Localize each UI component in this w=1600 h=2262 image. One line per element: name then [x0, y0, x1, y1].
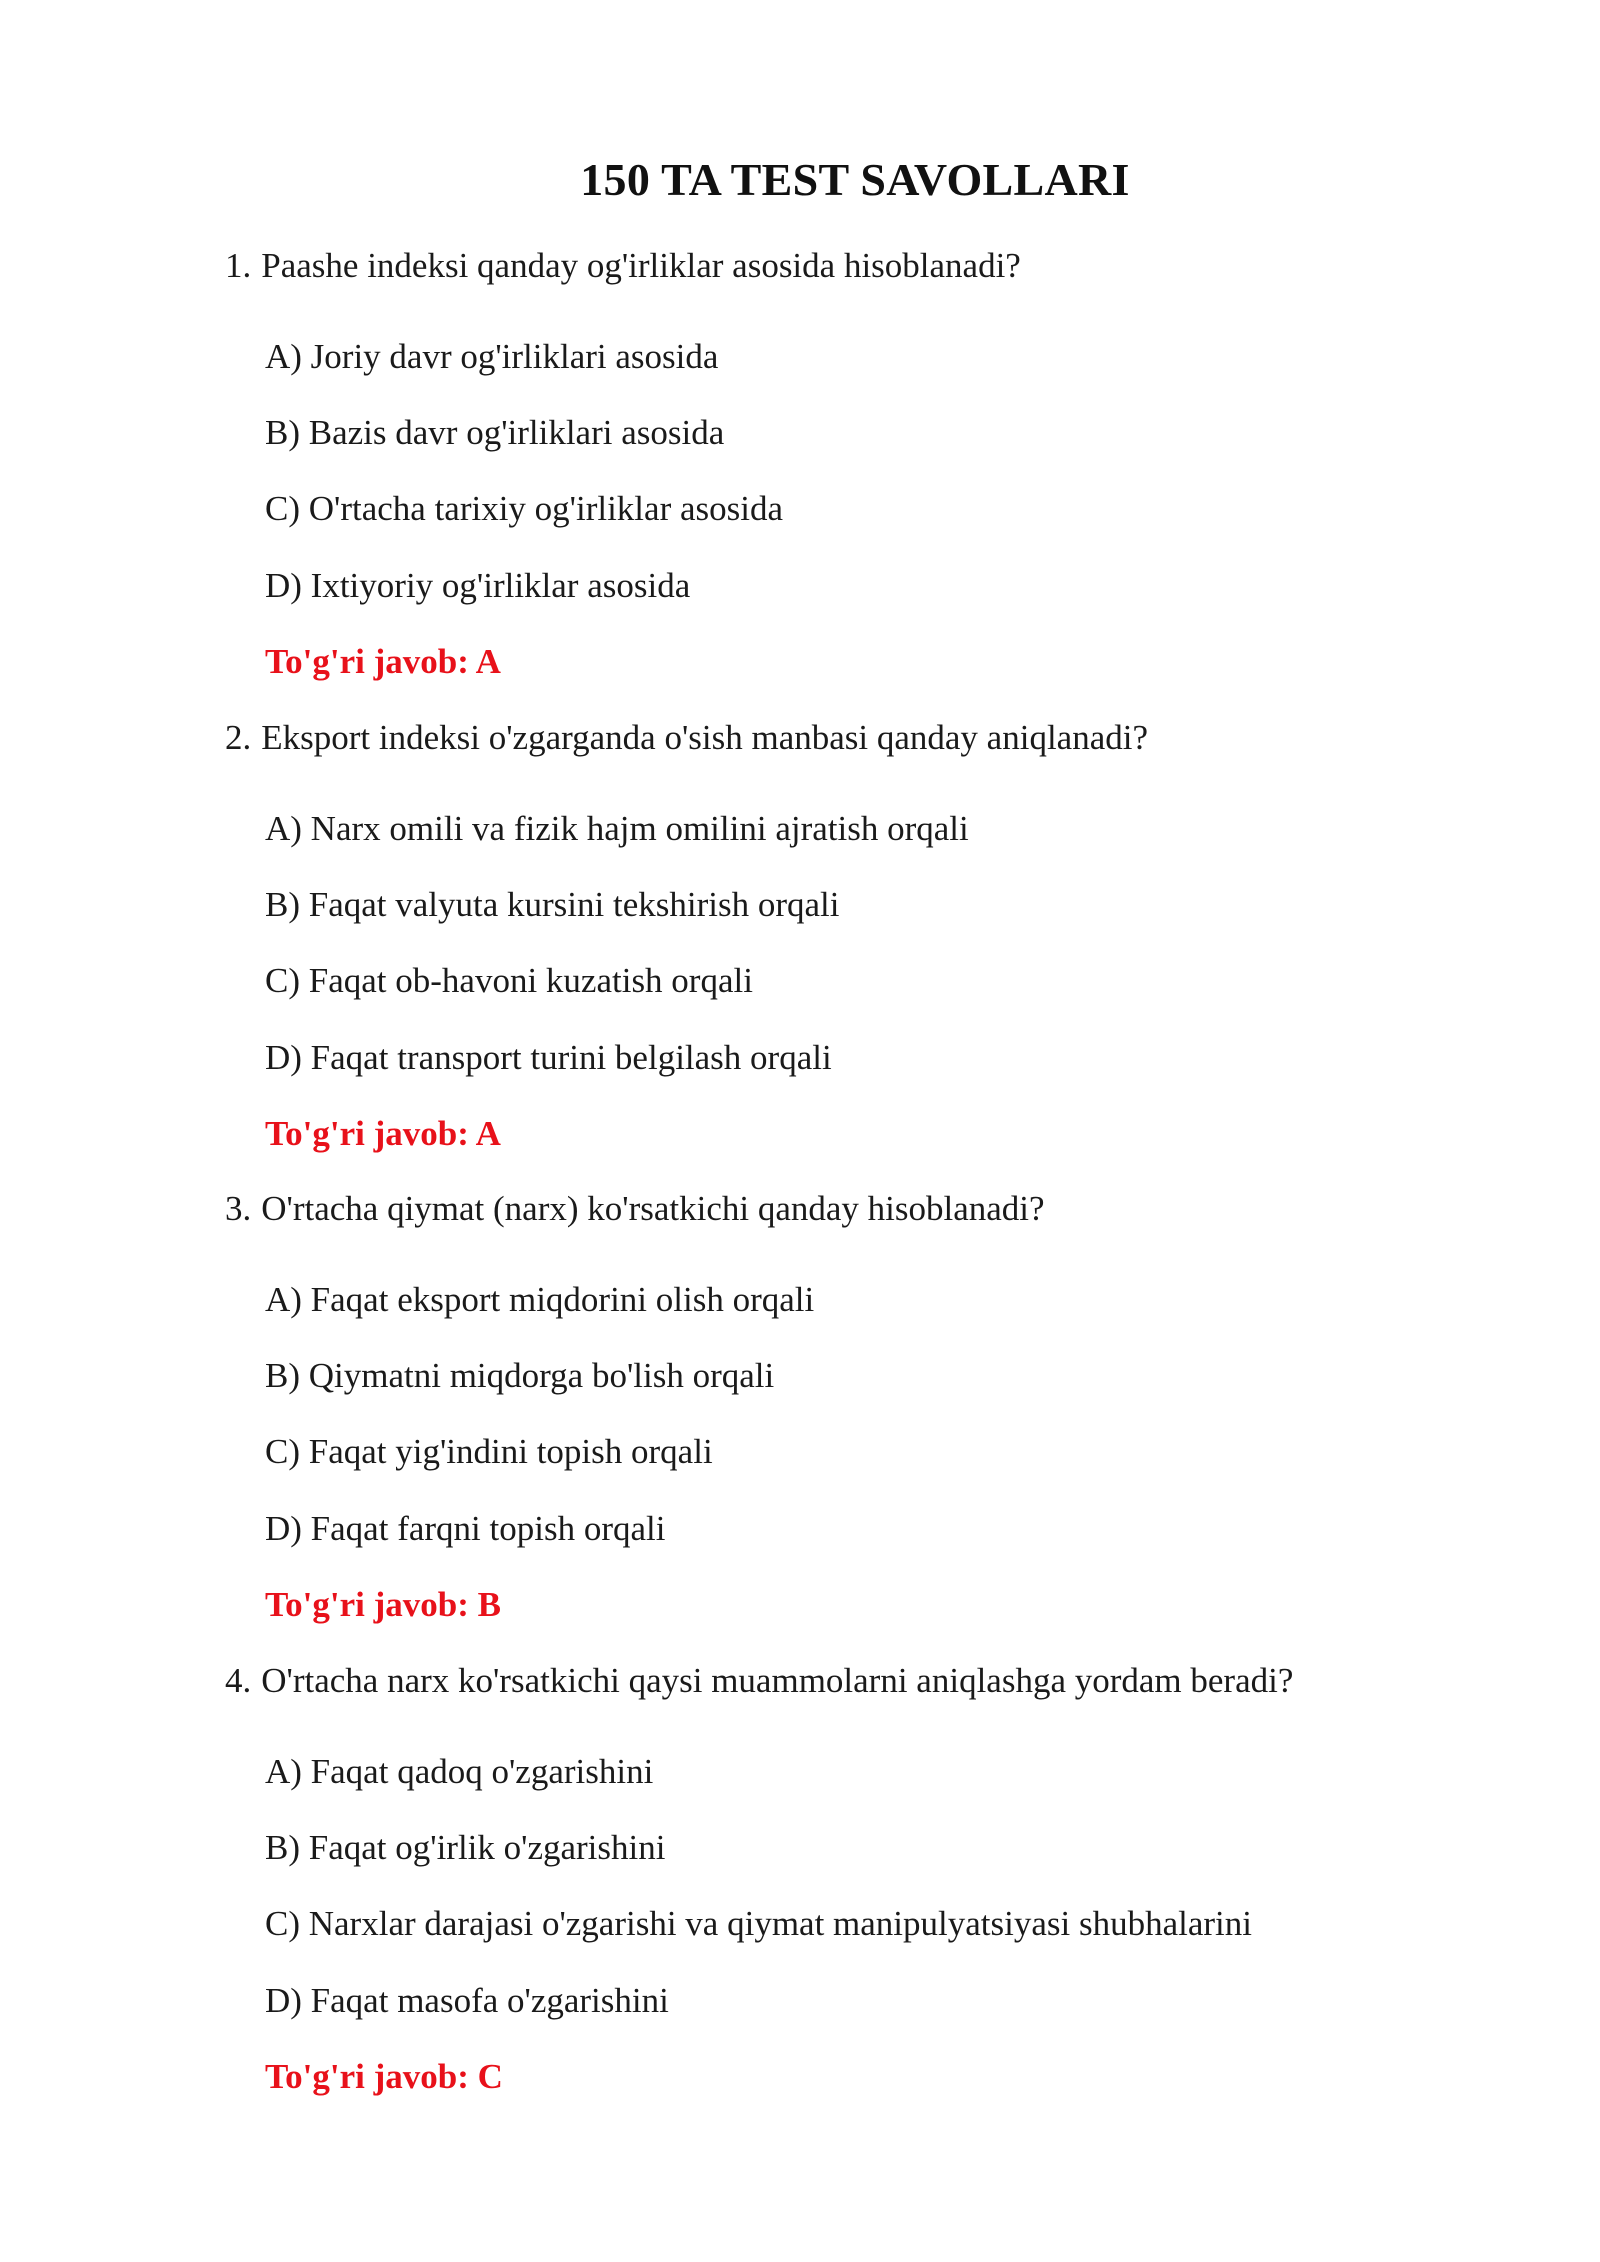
- option-a: A) Faqat qadoq o'zgarishini: [265, 1752, 654, 1791]
- question-number: 2.: [225, 718, 252, 757]
- question-text: [225, 1187, 1045, 1231]
- question-label: O'rtacha qiymat (narx) ko'rsatkichi qanday hisoblanadi?: [261, 1189, 1045, 1228]
- option-a: A) Joriy davr og'irliklari asosida: [265, 337, 719, 376]
- question-text: [225, 716, 1148, 760]
- question-label: Paashe indeksi qanday og'irliklar asosida hisoblanadi?: [261, 246, 1021, 285]
- option-b: B) Bazis davr og'irliklari asosida: [265, 413, 725, 452]
- option-d: D) Ixtiyoriy og'irliklar asosida: [265, 566, 691, 605]
- option-b: B) Qiymatni miqdorga bo'lish orqali: [265, 1356, 775, 1395]
- correct-answer: To'g'ri javob: C: [265, 2057, 503, 2096]
- option-d: D) Faqat masofa o'zgarishini: [265, 1981, 669, 2020]
- correct-answer: To'g'ri javob: A: [265, 1114, 501, 1153]
- document-title: 150 TA TEST SAVOLLARI: [580, 154, 1130, 205]
- question-text: [225, 1659, 1293, 1703]
- question-text: [225, 244, 1021, 288]
- correct-answer: To'g'ri javob: A: [265, 642, 501, 681]
- option-c: C) Faqat ob-havoni kuzatish orqali: [265, 961, 753, 1000]
- option-c: C) Faqat yig'indini topish orqali: [265, 1432, 713, 1471]
- correct-answer: To'g'ri javob: B: [265, 1585, 501, 1624]
- option-a: A) Narx omili va fizik hajm omilini ajratish orqali: [265, 809, 969, 848]
- option-b: B) Faqat og'irlik o'zgarishini: [265, 1828, 666, 1867]
- option-c: C) Narxlar darajasi o'zgarishi va qiymat manipulyatsiyasi shubhalarini: [265, 1904, 1253, 1943]
- option-d: D) Faqat farqni topish orqali: [265, 1509, 666, 1548]
- option-a: A) Faqat eksport miqdorini olish orqali: [265, 1280, 815, 1319]
- question-label: Eksport indeksi o'zgarganda o'sish manbasi qanday aniqlanadi?: [261, 718, 1148, 757]
- question-number: 3.: [225, 1189, 252, 1228]
- question-number: 4.: [225, 1661, 252, 1700]
- question-label: O'rtacha narx ko'rsatkichi qaysi muammolarni aniqlashga yordam beradi?: [261, 1661, 1294, 1700]
- option-c: C) O'rtacha tarixiy og'irliklar asosida: [265, 489, 784, 528]
- option-b: B) Faqat valyuta kursini tekshirish orqali: [265, 885, 840, 924]
- option-d: D) Faqat transport turini belgilash orqali: [265, 1038, 832, 1077]
- question-number: 1.: [225, 246, 252, 285]
